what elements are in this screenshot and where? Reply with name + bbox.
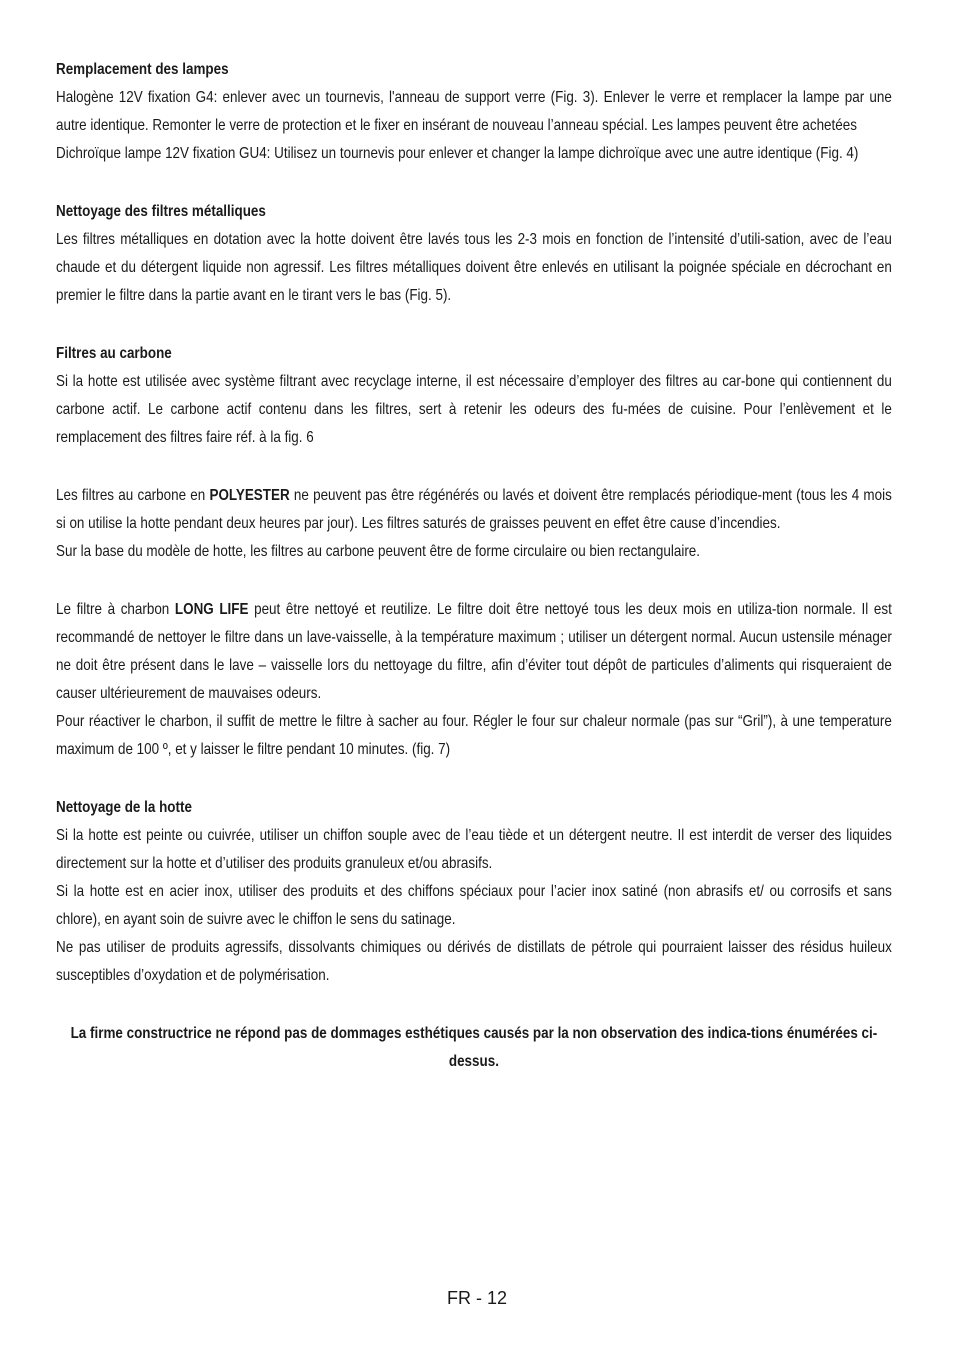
page-number: FR - 12 bbox=[446, 1288, 507, 1308]
section-title: Nettoyage de la hotte bbox=[56, 799, 192, 816]
paragraph: Pour réactiver le charbon, il suffit de mettre le filtre à sacher au four. Régler le four sur chaleur normale (pas sur “Gril”), à une temperature maximum de 100 º, et y laisser le filtre pendant 10 minutes. (fig. 7) bbox=[56, 713, 892, 758]
closing-note: La firme constructrice ne répond pas de dommages esthétiques causés par la non observation des indica-tions énumérées ci-dessus. bbox=[70, 1025, 878, 1070]
paragraph bbox=[56, 482, 892, 538]
section-title: Remplacement des lampes bbox=[56, 61, 229, 78]
section-lamps bbox=[56, 56, 892, 168]
bold-text: POLYESTER bbox=[209, 487, 290, 504]
page-content bbox=[56, 56, 892, 1076]
paragraph: Les filtres métalliques en dotation avec la hotte doivent être lavés tous les 2-3 mois en fonction de l’intensité d’utili-sation, avec de l’eau chaude et du détergent liquide non agressif. Les filtres métalliques doivent être enlevés en utilisant la poignée spéciale en décrochant en premier le filtre dans la partie avant en le tirant vers le bas (Fig. 5). bbox=[56, 231, 892, 304]
section-hood-cleaning bbox=[56, 794, 892, 990]
paragraph: Si la hotte est peinte ou cuivrée, utiliser un chiffon souple avec de l’eau tiède et un détergent neutre. Il est interdit de verser des liquides directement sur la hotte et d’utiliser des produits granuleux et/ou abrasifs. bbox=[56, 827, 892, 872]
paragraph: Sur la base du modèle de hotte, les filtres au carbone peuvent être de forme circulaire ou bien rectangulaire. bbox=[56, 543, 701, 560]
paragraph: Si la hotte est utilisée avec système filtrant avec recyclage interne, il est nécessaire d’employer des filtres au car-bone qui contiennent du carbone actif. Le carbone actif contenu dans les filtres, sert à retenir les odeurs des fu-mées de cuisine. Pour l’enlèvement et le remplacement des filtres faire réf. à la fig. 6 bbox=[56, 373, 892, 446]
paragraph: Dichroïque lampe 12V fixation GU4: Utilisez un tournevis pour enlever et changer la lampe dichroïque avec une autre identique (Fig. 4) bbox=[56, 145, 859, 162]
text: Le filtre à charbon bbox=[56, 601, 175, 618]
bold-text: LONG LIFE bbox=[174, 601, 249, 618]
paragraph: Si la hotte est en acier inox, utiliser des produits et des chiffons spéciaux pour l’acier inox satiné (non abrasifs et/ ou corrosifs et sans chlore), en ayant soin de suivre avec le chiffon le sens du satinage. bbox=[56, 883, 892, 928]
paragraph bbox=[56, 596, 892, 708]
text: Les filtres au carbone en bbox=[56, 487, 210, 504]
paragraph: Halogène 12V fixation G4: enlever avec un tournevis, l'anneau de support verre (Fig. 3). Enlever le verre et remplacer la lampe par une autre identique. Remonter le verre de protection et le fixer en insérant de nouveau l’anneau spécial. Les lampes peuvent être achetées bbox=[56, 89, 892, 134]
section-carbon-filters bbox=[56, 340, 892, 764]
text: ne peuvent pas être régénérés ou lavés et doivent être remplacés périodique-ment (tous les 4 mois si on utilise la hotte pendant deux heures par jour). Les filtres saturés de graisses peuvent en effet être cause d’incendies. bbox=[56, 487, 892, 532]
section-title: Filtres au carbone bbox=[56, 345, 172, 362]
paragraph: Ne pas utiliser de produits agressifs, dissolvants chimiques ou dérivés de distillats de pétrole qui pourraient laisser des résidus huileux susceptibles d’oxydation et de polymérisation. bbox=[56, 939, 892, 984]
section-metal-filters bbox=[56, 198, 892, 310]
text: peut être nettoyé et reutilize. Le filtre doit être nettoyé tous les deux mois en utiliza-tion normale. Il est recommandé de nettoyer le filtre dans un lave-vaisselle, à la température maximum ; utiliser un détergent normal. Aucun ustensile ménager ne doit être présent dans le lave – vaisselle lors du nettoyage du filtre, afin d’éviter tout dépôt de particules d’aliments qui risqueraient de causer ultérieurement de mauvaises odeurs. bbox=[56, 601, 892, 702]
section-title: Nettoyage des filtres métalliques bbox=[56, 203, 266, 220]
